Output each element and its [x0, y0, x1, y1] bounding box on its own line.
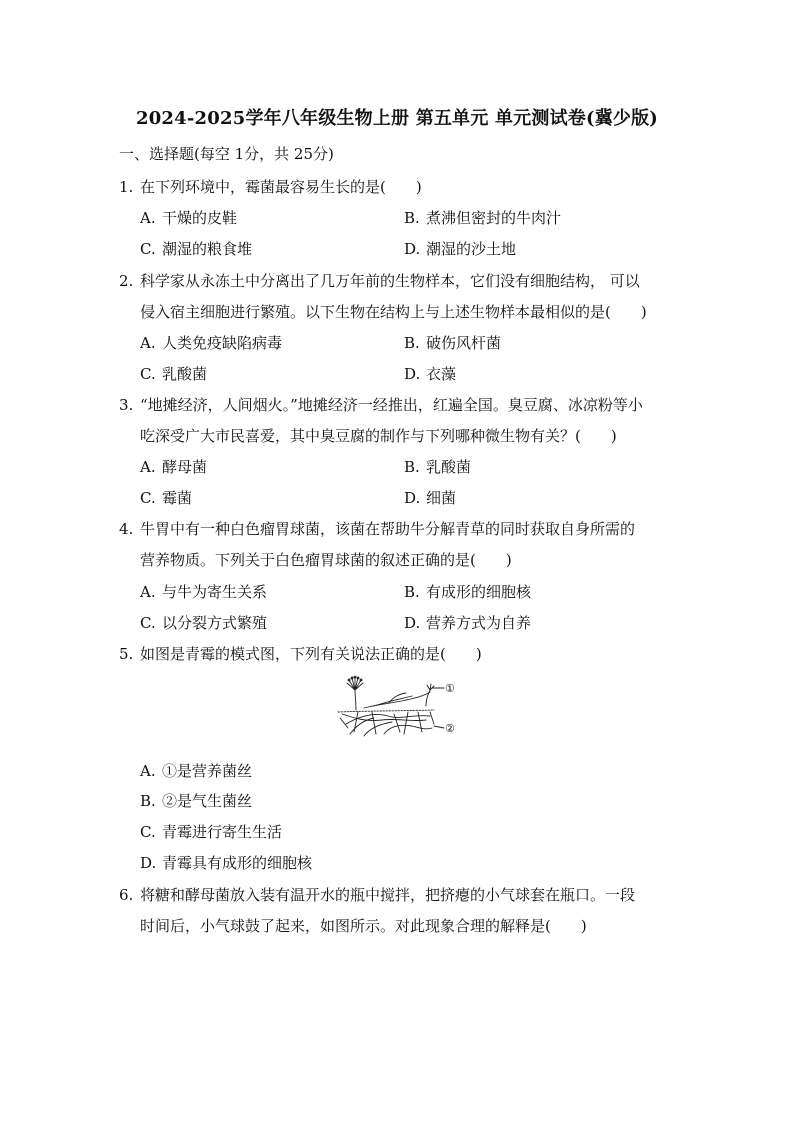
option-4d[interactable]: D. 营养方式为自养 [404, 614, 532, 632]
vegetative-hypha [384, 725, 432, 734]
question-4 [119, 518, 635, 539]
question-2-continued: 侵入宿主细胞进行繁殖。以下生物在结构上与上述生物样本最相似的是( ) [140, 303, 647, 321]
option-2c[interactable]: C. 乳酸菌 [140, 365, 208, 383]
option-1c[interactable]: C. 潮湿的粮食堆 [140, 240, 253, 258]
question-3-continued: 吃深受广大市民喜爱，其中臭豆腐的制作与下列哪种微生物有关？( ) [140, 427, 617, 445]
question-number: 1. [119, 178, 134, 196]
substrate-surface [338, 710, 434, 712]
conidia-brush-2 [427, 684, 434, 690]
question-1 [119, 176, 422, 197]
question-4-continued: 营养物质。下列关于白色瘤胃球菌的叙述正确的是( ) [140, 551, 512, 569]
question-number: 3. [119, 396, 134, 414]
question-number: 5. [119, 645, 134, 663]
option-4b[interactable]: B. 有成形的细胞核 [404, 583, 532, 601]
option-2a[interactable]: A. 人类免疫缺陷病毒 [140, 334, 283, 352]
penicillium-diagram [334, 676, 464, 740]
option-2d[interactable]: D. 衣藻 [404, 365, 457, 383]
question-5 [119, 643, 482, 664]
option-5a[interactable]: A. ①是营养菌丝 [140, 762, 253, 780]
question-number: 6. [119, 886, 134, 904]
figure-label-1: ① [445, 682, 455, 695]
conidiophore-stalk [355, 690, 356, 710]
question-text: “地摊经济，人间烟火。”地摊经济一经推出，红遍全国。臭豆腐、冰凉粉等小 [140, 396, 643, 414]
option-5c[interactable]: C. 青霉进行寄生生活 [140, 823, 283, 841]
label-line-2 [434, 726, 444, 728]
option-1b[interactable]: B. 煮沸但密封的牛肉汁 [404, 209, 562, 227]
option-1a[interactable]: A. 干燥的皮鞋 [140, 209, 238, 227]
option-3c[interactable]: C. 霉菌 [140, 489, 193, 507]
question-text: 在下列环境中，霉菌最容易生长的是( ) [140, 178, 422, 196]
option-3d[interactable]: D. 细菌 [404, 489, 457, 507]
question-number: 2. [119, 272, 134, 290]
option-2b[interactable]: B. 破伤风杆菌 [404, 334, 502, 352]
option-3b[interactable]: B. 乳酸菌 [404, 458, 472, 476]
question-text: 将糖和酵母菌放入装有温开水的瓶中搅拌，把挤瘪的小气球套在瓶口。一段 [140, 886, 636, 904]
question-6-continued: 时间后，小气球鼓了起来，如图所示。对此现象合理的解释是( ) [140, 917, 587, 935]
question-3 [119, 394, 643, 415]
option-4a[interactable]: A. 与牛为寄生关系 [140, 583, 268, 601]
option-3a[interactable]: A. 酵母菌 [140, 458, 208, 476]
question-text: 牛胃中有一种白色瘤胃球菌，该菌在帮助牛分解青草的同时获取自身所需的 [140, 520, 636, 538]
option-5d[interactable]: D. 青霉具有成形的细胞核 [140, 854, 313, 872]
option-4c[interactable]: C. 以分裂方式繁殖 [140, 614, 268, 632]
question-text: 如图是青霉的模式图，下列有关说法正确的是( ) [140, 645, 482, 663]
penicillium-diagram-svg [334, 676, 464, 740]
page-title: 2024-2025学年八年级生物上册 第五单元 单元测试卷(冀少版) [135, 108, 659, 129]
aerial-hypha [374, 696, 412, 706]
question-6 [119, 884, 635, 905]
vegetative-hypha [364, 722, 392, 736]
section-heading: 一、选择题(每空 1分，共 25分) [119, 145, 334, 163]
option-1d[interactable]: D. 潮湿的沙土地 [404, 240, 517, 258]
question-number: 4. [119, 520, 134, 538]
figure-label-2: ② [445, 722, 455, 735]
question-2 [119, 270, 640, 291]
option-5b[interactable]: B. ②是气生菌丝 [140, 792, 253, 810]
question-text: 科学家从永冻土中分离出了几万年前的生物样本，它们没有细胞结构， 可以 [140, 272, 640, 290]
